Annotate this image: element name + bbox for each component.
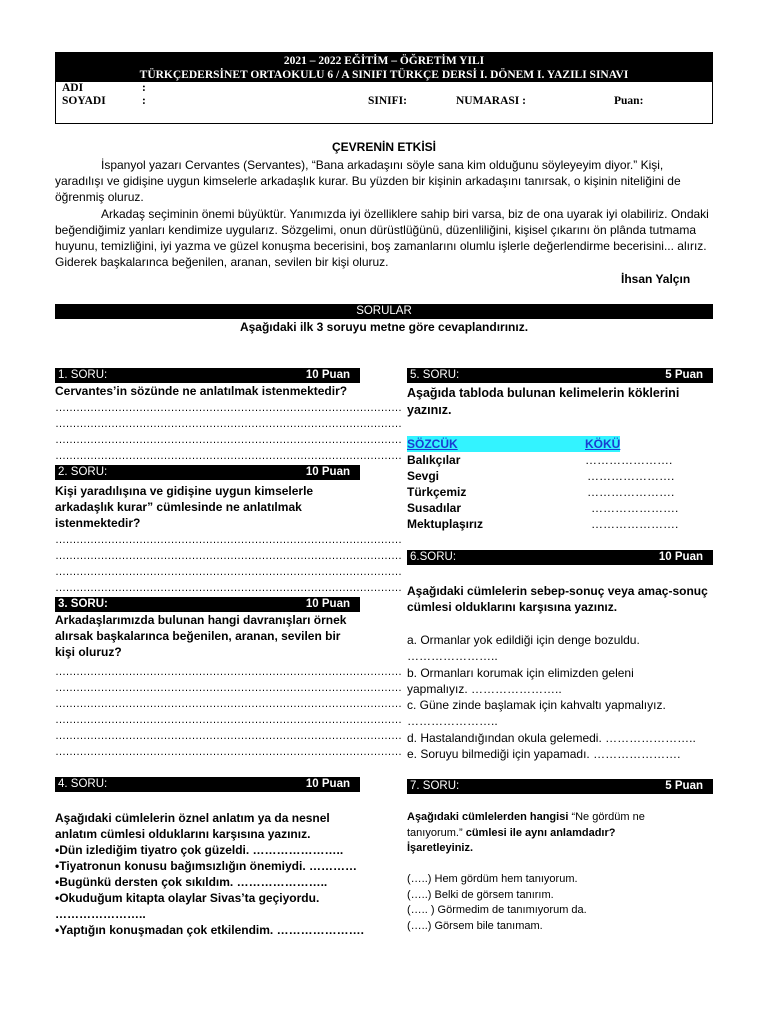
header-title-bar: [56, 53, 712, 82]
root-word: Susadılar: [407, 501, 462, 515]
question-7-option[interactable]: (…..) Görsem bile tanımam.: [407, 919, 543, 932]
question-4-label: 4. SORU:: [58, 778, 108, 790]
root-table-row: [407, 500, 713, 516]
answer-line: ………………………………………………………………………………………: [55, 434, 402, 446]
question-3-label: 3. SORU:: [58, 598, 108, 610]
question-4-item[interactable]: •Yaptığın konuşmadan çok etkilendim. ………………….: [55, 923, 364, 937]
question-6-item[interactable]: e. Soruyu bilmediği için yapamadı. ………………….: [407, 747, 681, 762]
question-3-line: Arkadaşlarımızda bulunan hangi davranışları örnek: [55, 613, 347, 627]
question-6-answer[interactable]: …………………..: [407, 649, 498, 664]
sorular-label: SORULAR: [356, 305, 412, 317]
question-7-line-part: tanıyorum.”: [407, 826, 463, 839]
root-answer[interactable]: ………………….: [587, 469, 675, 483]
header-line-1: 2021 – 2022 EĞİTİM – ÖĞRETİM YILI: [283, 55, 485, 67]
question-5-points: 5 Puan: [665, 369, 703, 381]
soyadi-label: SOYADI: [62, 95, 106, 107]
question-6-line: cümlesi olduklarını karşısına yazınız.: [407, 600, 618, 614]
answer-line: ………………………………………………………………………………………: [55, 698, 402, 710]
question-7-option[interactable]: (…..) Hem gördüm hem tanıyorum.: [407, 873, 578, 885]
question-7-line-part: İşaretleyiniz.: [407, 842, 474, 854]
question-7-line: [407, 810, 717, 826]
question-1-bar: [55, 368, 360, 383]
question-2-points: 10 Puan: [305, 466, 350, 478]
question-2-bar: [55, 465, 360, 480]
question-1-points: 10 Puan: [305, 369, 350, 381]
answer-line: ………………………………………………………………………………………: [55, 666, 402, 678]
question-6-bar: [407, 550, 713, 565]
question-2-answer-lines[interactable]: [55, 532, 402, 596]
puan-label: Puan:: [614, 95, 644, 107]
question-4-item[interactable]: …………………..: [55, 907, 146, 921]
root-answer[interactable]: ………………….: [587, 485, 675, 499]
adi-colon: :: [142, 82, 146, 94]
question-4-line: Aşağıdaki cümlelerin öznel anlatım ya da nesnel: [55, 811, 330, 825]
root-word: Sevgi: [407, 469, 440, 483]
sorular-bar: [55, 304, 713, 319]
question-7-option[interactable]: (….. ) Görmedim de tanımıyorum da.: [407, 904, 587, 916]
text-paragraph-2: Arkadaş seçiminin önemi büyüktür. Yanımızda iyi özelliklere sahip biri varsa, biz de ona uyarak iyi olabiliriz. Ondaki beğendiğimiz yanları kendimize uygularız. Sözgelimi, onun dürüstlüğünü, düzenliliğini, kişisel çıkarını ön plânda tutmama huyunu, temizliğini, iyi yazma ve güzel konuşma becerisini, boş zamanlarını olumlu işlerle değerlendirme becerisini... alırız. Giderek başkalarınca beğenilen, aranan, sevilen bir kişi oluruz.: [55, 207, 709, 269]
root-answer[interactable]: ………………….: [591, 517, 679, 531]
question-1-label: 1. SORU:: [58, 369, 108, 381]
text-author: İhsan Yalçın: [621, 272, 691, 286]
root-table-row: [407, 484, 713, 500]
question-5-text: [407, 385, 717, 419]
question-6-answer[interactable]: …………………..: [407, 714, 498, 729]
question-4-item[interactable]: •Tiyatronun konusu bağımsızlığın önemiydi. …………: [55, 859, 358, 873]
answer-line: ………………………………………………………………………………………: [55, 730, 402, 742]
question-7-line-part: cümlesi ile aynı anlamdadır?: [462, 826, 616, 839]
root-table-row: [407, 452, 713, 468]
root-table-header: [407, 436, 713, 452]
question-4-item[interactable]: •Bugünkü dersten çok sıkıldım. …………………..: [55, 875, 328, 889]
question-3-bar: [55, 597, 360, 612]
question-3-line: alırsak başkalarınca beğenilen, aranan, sevilen bir: [55, 629, 341, 643]
root-table: [407, 436, 713, 532]
question-7-options: [407, 872, 717, 934]
question-6-line: Aşağıdaki cümlelerin sebep-sonuç veya amaç-sonuç: [407, 584, 708, 598]
question-4-points: 10 Puan: [305, 778, 350, 790]
exam-header: [55, 52, 713, 124]
question-6-item[interactable]: yapmalıyız. …………………..: [407, 681, 562, 696]
sinifi-label: SINIFI:: [368, 95, 407, 107]
question-1-text: Cervantes’in sözünde ne anlatılmak istenmektedir?: [55, 384, 348, 398]
answer-line: ………………………………………………………………………………………: [55, 402, 402, 414]
question-4-text: [55, 810, 365, 842]
answer-line: ………………………………………………………………………………………: [55, 714, 402, 726]
answer-line: ………………………………………………………………………………………: [55, 682, 402, 694]
answer-line: ………………………………………………………………………………………: [55, 534, 402, 546]
root-table-row: [407, 516, 713, 532]
question-6-label: 6.SORU:: [410, 551, 457, 563]
question-4-item[interactable]: •Okuduğum kitapta olaylar Sivas’ta geçiyordu.: [55, 891, 320, 905]
question-4-line: anlatım cümlesi olduklarını karşısına yazınız.: [55, 827, 311, 841]
question-6-item: c. Güne zinde başlamak için kahvaltı yapmalıyız.: [407, 698, 666, 713]
root-word: Türkçemiz: [407, 485, 467, 499]
answer-line: ………………………………………………………………………………………: [55, 746, 402, 758]
sorular-instruction: Aşağıdaki ilk 3 soruyu metne göre cevaplandırınız.: [239, 320, 529, 334]
question-5-line: yazınız.: [407, 403, 452, 417]
question-7-points: 5 Puan: [665, 780, 703, 792]
question-6-items: [407, 632, 717, 762]
numarasi-label: NUMARASI :: [456, 95, 526, 107]
root-word: Balıkçılar: [407, 453, 461, 467]
question-7-text: [407, 810, 717, 857]
question-4-item[interactable]: •Dün izlediğim tiyatro çok güzeldi. …………………..: [55, 843, 344, 857]
soyadi-colon: :: [142, 95, 146, 107]
answer-line: ………………………………………………………………………………………: [55, 566, 402, 578]
question-1-answer-lines[interactable]: [55, 400, 402, 464]
question-7-line: [407, 826, 717, 842]
answer-line: ………………………………………………………………………………………: [55, 582, 402, 594]
answer-line: ………………………………………………………………………………………: [55, 550, 402, 562]
question-7-label: 7. SORU:: [410, 780, 460, 792]
question-3-answer-lines[interactable]: [55, 664, 402, 760]
answer-line: ………………………………………………………………………………………: [55, 450, 402, 462]
adi-label: ADI: [62, 82, 84, 94]
header-line-2: TÜRKÇEDERSİNET ORTAOKULU 6 / A SINIFI TÜRKÇE DERSİ I. DÖNEM I. YAZILI SINAVI: [139, 69, 629, 81]
question-7-bar: [407, 779, 713, 794]
text-title: ÇEVRENİN ETKİSİ: [331, 140, 436, 154]
question-3-points: 10 Puan: [305, 598, 350, 610]
question-2-text: [55, 483, 365, 531]
question-7-line: [407, 841, 717, 857]
question-2-line: arkadaşlık kurar” cümlesinde ne anlatılmak: [55, 500, 302, 514]
question-3-line: kişi oluruz?: [55, 645, 122, 659]
answer-line: ………………………………………………………………………………………: [55, 418, 402, 430]
root-answer[interactable]: ………………….: [585, 453, 673, 467]
question-6-item: b. Ormanları korumak için elimizden geleni: [407, 665, 634, 680]
question-6-item[interactable]: d. Hastalandığından okula gelemedi. …………………..: [407, 730, 696, 745]
question-7-option[interactable]: (…..) Belki de görsem tanırım.: [407, 888, 554, 901]
text-paragraph-1: İspanyol yazarı Cervantes (Servantes), “Bana arkadaşını söyle sana kim olduğunu söyleyeyim diyor.” Kişi, yaradılışı ve gidişine uygun kimselerle arkadaşlık kurar. Bu yüzden bir kişinin arkadaşını tanırsak, o kişinin niteliğini de öğrenmiş oluruz.: [55, 158, 681, 204]
question-7-line-part: “Ne gördüm ne: [568, 811, 645, 823]
root-table-col-word: SÖZCÜK: [407, 436, 619, 452]
question-6-points: 10 Puan: [658, 551, 703, 563]
question-6-item: a. Ormanlar yok edildiği için denge bozuldu.: [407, 633, 640, 647]
root-table-row: [407, 468, 713, 484]
question-5-bar: [407, 368, 713, 383]
question-3-text: [55, 612, 365, 660]
question-2-line: istenmektedir?: [55, 516, 141, 530]
question-2-label: 2. SORU:: [58, 466, 108, 478]
question-6-text: [407, 583, 717, 615]
question-4-bar: [55, 777, 360, 792]
question-5-label: 5. SORU:: [410, 369, 460, 381]
question-4-items: [55, 842, 365, 938]
root-answer[interactable]: ………………….: [591, 501, 679, 515]
root-table-col-root: KÖKÜ: [585, 437, 621, 451]
question-2-line: Kişi yaradılışına ve gidişine uygun kimselerle: [55, 484, 314, 498]
root-word: Mektuplaşırız: [407, 517, 484, 531]
question-5-line: Aşağıda tabloda bulunan kelimelerin köklerini: [407, 386, 680, 400]
question-7-line-part: Aşağıdaki cümlelerden hangisi: [407, 811, 569, 823]
